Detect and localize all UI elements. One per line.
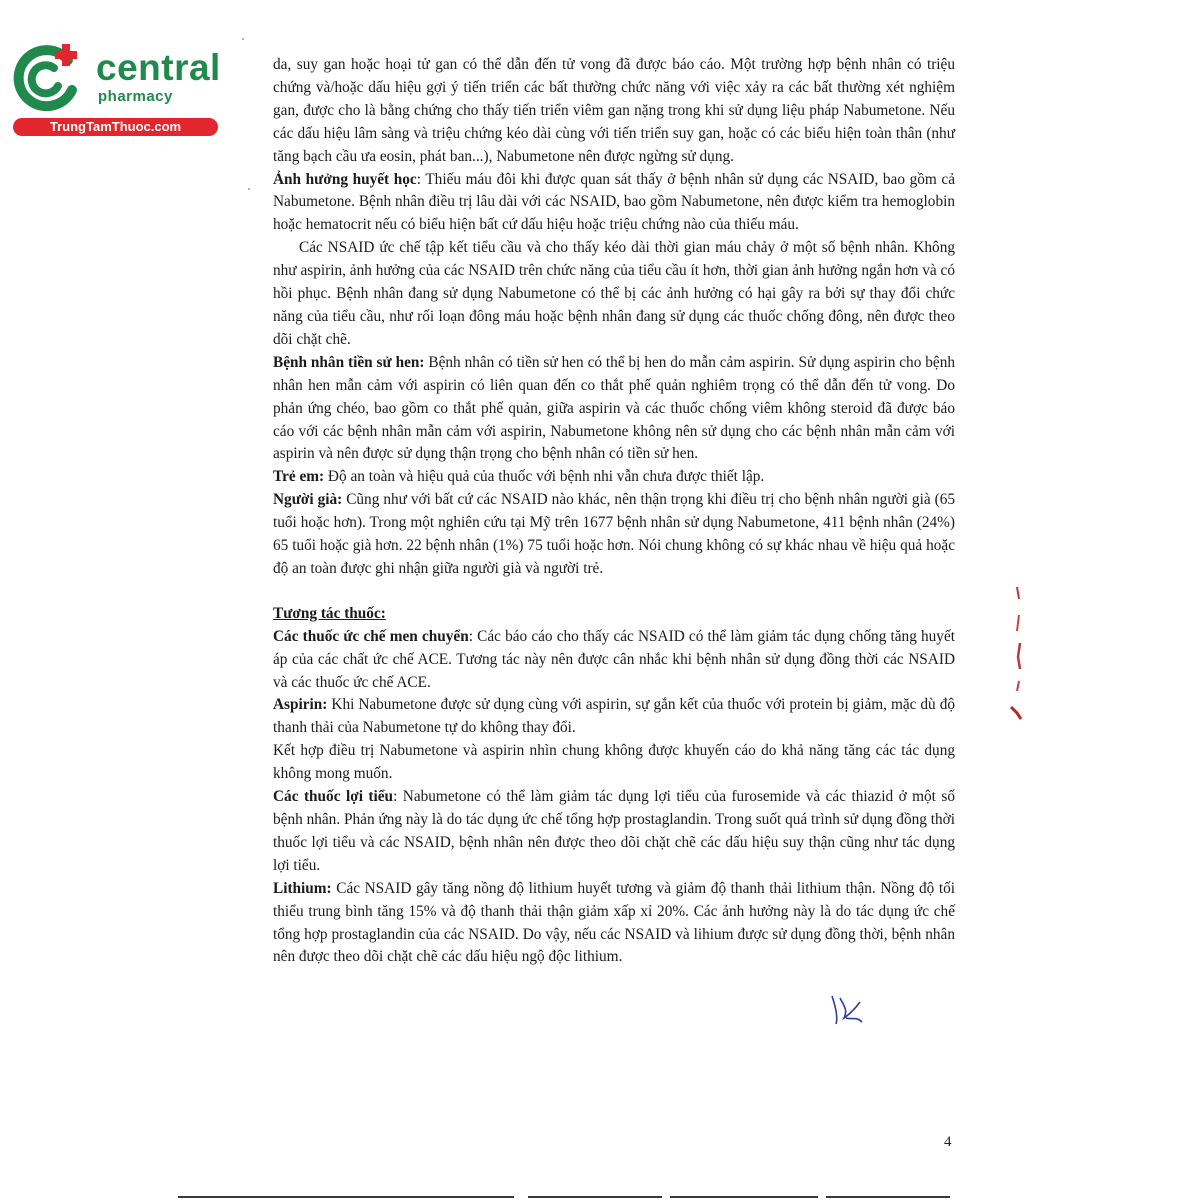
asthma-label: Bệnh nhân tiền sử hen: [273,353,425,371]
paragraph-platelets: Các NSAID ức chế tập kết tiểu cầu và cho thấy kéo dài thời gian máu chảy ở một số bệnh nhân. Không như aspirin, ảnh hưởng của các NSAID trên chức năng của tiểu cầu ít hơn, thời gian ảnh hưởng ngắn hơn và có hồi phục. Bệnh nhân đang sử dụng Nabumetone có thể bị các ảnh hưởng có hại gây ra bởi sự thay đổi chức năng của tiểu cầu, như rối loạn đông máu hoặc bệnh nhân đang sử dụng các thuốc chống đông, nên được theo dõi chặt chẽ. [273,239,955,348]
scan-edge-line [528,1196,662,1198]
paragraph-combination: Kết hợp điều trị Nabumetone và aspirin nhìn chung không được khuyến cáo do khả năng tăng các tác dụng không mong muốn. [273,742,955,783]
logo-subtitle: pharmacy [98,88,173,105]
scan-speck [248,188,250,190]
paragraph-ace-inhibitors: Các thuốc ức chế men chuyển: Các báo cáo cho thấy các NSAID có thể làm giảm tác dụng chống tăng huyết áp của các chất ức chế ACE. Tương tác này nên được cân nhắc khi bệnh nhân sử dụng đồng thời các NSAID và các thuốc ức chế ACE. [273,627,955,691]
lithium-label: Lithium: [273,879,332,897]
aspirin-label: Aspirin: [273,696,328,714]
scan-edge-line [178,1196,514,1198]
hematology-label: Ảnh hưởng huyết học [273,170,417,188]
central-pharmacy-logo[interactable] [10,38,221,138]
logo-brand-name: central [96,47,221,88]
paragraph-asthma: Bệnh nhân tiền sử hen: Bệnh nhân có tiền sử hen có thể bị hen do mẫn cảm aspirin. Sử dụng aspirin cho bệnh nhân hen mẫn cảm với aspirin có liên quan đến co thắt phế quản nghiêm trọng có thể dẫn đến tử vong. Do phản ứng chéo, bao gồm co thắt phế quản, giữa aspirin và các thuốc chống viêm không steroid đã được báo cáo với các bệnh nhân mẫn cảm với aspirin, Nabumetone không nên sử dụng cho các bệnh nhân mẫn cảm với aspirin và nên được sử dụng thận trọng cho bệnh nhân có tiền sử hen. [273,353,955,463]
document-body [273,54,955,969]
elderly-label: Người già: [273,491,343,509]
paragraph-elderly: Người già: Cũng như với bất cứ các NSAID nào khác, nên thận trọng khi điều trị cho bệnh nhân người già (65 tuổi hoặc hơn). Trong một nghiên cứu tại Mỹ trên 1677 bệnh nhân sử dụng Nabumetone, 411 bệnh nhân (24%) 65 tuổi hoặc già hơn. 22 bệnh nhân (1%) 75 tuổi hoặc hơn. Nói chung không có sự khác nhau về hiệu quả hoặc độ an toàn được ghi nhận giữa người già và người trẻ. [273,491,955,577]
paragraph-diuretics: Các thuốc lợi tiểu: Nabumetone có thể làm giảm tác dụng lợi tiểu của furosemide và các thiazid ở một số bệnh nhân. Phản ứng này là do tác dụng ức chế tổng hợp prostaglandin. Trong suốt quá trình sử dụng đồng thời thuốc lợi tiểu và các NSAID, bệnh nhân nên được theo dõi chặt chẽ các dấu hiệu suy thận cũng như tác dụng lợi tiểu. [273,788,955,874]
pharmacy-logo-icon [10,38,90,118]
paragraph-liver: da, suy gan hoặc hoại tử gan có thể dẫn đến tử vong đã được báo cáo. Một trường hợp bệnh nhân có triệu chứng và/hoặc dấu hiệu gợi ý tiến triển các bất thường chức năng với việc xảy ra các bất thường xét nghiệm gan, được cho là bằng chứng cho thấy tiến triển viêm gan nặng trong khi sử dụng liệu pháp Nabumetone. Nếu các dấu hiệu lâm sàng và triệu chứng kéo dài cùng với tiến triển suy gan, hoặc có các biểu hiện toàn thân (như tăng bạch cầu ưa eosin, phát ban...), Nabumetone nên được ngừng sử dụng. [273,56,955,165]
diuretics-label: Các thuốc lợi tiểu [273,788,394,806]
scan-edge-line [670,1196,818,1198]
section-heading-interactions: Tương tác thuốc: [273,604,386,622]
section-gap [273,581,955,603]
ace-label: Các thuốc ức chế men chuyển [273,627,469,645]
paragraph-hematology: Ảnh hưởng huyết học: Thiếu máu đôi khi được quan sát thấy ở bệnh nhân sử dụng các NSAID, bao gồm cả Nabumetone. Bệnh nhân điều trị lâu dài với các NSAID, bao gồm Nabumetone, nên được kiểm tra hemoglobin hoặc hematocrit nếu có biểu hiện bất cứ dấu hiệu hoặc triệu chứng nào của thiếu máu. [273,170,956,234]
paragraph-children: Trẻ em: Độ an toàn và hiệu quả của thuốc với bệnh nhi vẫn chưa được thiết lập. [273,468,765,486]
children-label: Trẻ em: [273,468,325,486]
scan-speck [242,38,244,40]
red-stamp-mark-icon [1003,585,1025,725]
page-number: 4 [944,1134,952,1150]
paragraph-lithium: Lithium: Các NSAID gây tăng nồng độ lithium huyết tương và giảm độ thanh thải lithium thận. Nồng độ tối thiểu trung bình tăng 15% và độ thanh thải thận giảm xấp xỉ 20%. Các ảnh hưởng này là do tác dụng ức chế tổng hợp prostaglandin của các NSAID. Do vậy, nếu các NSAID và lihium được sử dụng đồng thời, bệnh nhân nên được theo dõi chặt chẽ các dấu hiệu ngộ độc lithium. [273,879,955,966]
signature-scribble-icon [826,988,866,1028]
scan-edge-line [826,1196,950,1198]
paragraph-aspirin: Aspirin: Khi Nabumetone được sử dụng cùng với aspirin, sự gắn kết của thuốc với protein bị giảm, mặc dù độ thanh thải của Nabumetone tự do không thay đổi. [273,696,955,737]
logo-website-banner: TrungTamThuoc.com [13,118,218,136]
